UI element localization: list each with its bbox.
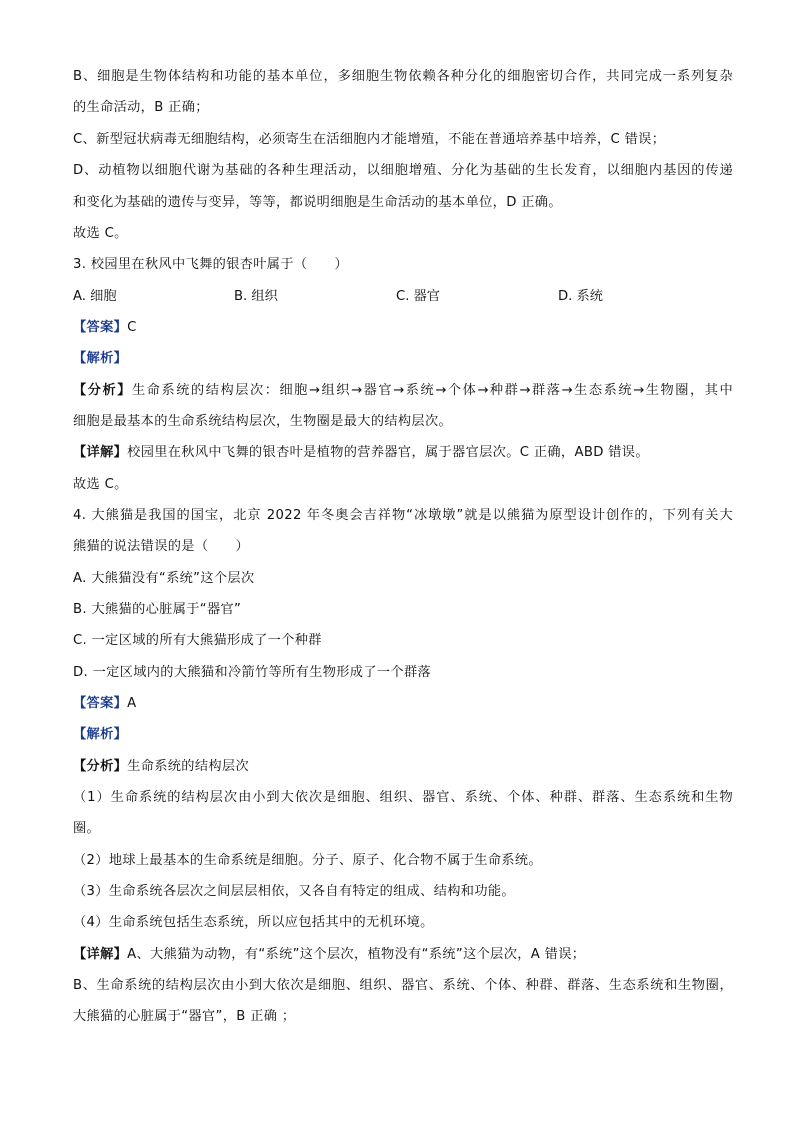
option-d: D. 一定区域内的大熊猫和冷箭竹等所有生物形成了一个群落 [73, 665, 432, 680]
text-line: C、新型冠状病毒无细胞结构，必须寄生在活细胞内才能增殖，不能在普通培养基中培养，C 错误； [73, 132, 666, 147]
option-b: B. 组织 [234, 289, 278, 304]
detail-label: 【详解】 [73, 445, 128, 460]
text-line: （4）生命系统包括生态系统，所以应包括其中的无机环境。 [73, 915, 434, 930]
detail-4: 【详解】A、大熊猫为动物，有“系统”这个层次，植物没有“系统”这个层次，A 错误； [73, 947, 586, 962]
text-line: 熊猫的说法错误的是（ ） [73, 539, 249, 554]
text-line: 圈。 [73, 821, 101, 836]
text-line: （2）地球上最基本的生命系统是细胞。分子、原子、化合物不属于生命系统。 [73, 853, 543, 868]
text-line: D、动植物以细胞代谢为基础的各种生理活动，以细胞增殖、分化为基础的生长发育，以细胞内基因的传递 [73, 163, 733, 178]
text-line: 细胞是最基本的生命系统结构层次，生物圈是最大的结构层次。 [73, 414, 453, 429]
text-line: （3）生命系统各层次之间层层相依，又各自有特定的组成、结构和功能。 [73, 884, 515, 899]
answer-label: 【答案】 [73, 320, 128, 335]
text-line: 和变化为基础的遗传与变异，等等，都说明细胞是生命活动的基本单位，D 正确。 [73, 195, 562, 210]
text-line: 故选 C。 [73, 477, 128, 492]
analysis-label: 【分析】 [73, 759, 128, 774]
text-line: B、生命系统的结构层次由小到大依次是细胞、组织、器官、系统、个体、种群、群落、生态系统和生物圈， [73, 978, 733, 993]
text-line: 的生命活动，B 正确； [73, 100, 209, 115]
answer-label: 【答案】 [73, 696, 128, 711]
detail-label: 【详解】 [73, 947, 128, 962]
answer-4 [73, 694, 733, 714]
option-c: C. 一定区域的所有大熊猫形成了一个种群 [73, 633, 322, 648]
analysis-3: 【分析】生命系统的结构层次：细胞→组织→器官→系统→个体→种群→群落→生态系统→生物圈，其中 [73, 383, 733, 398]
question-4: 4. 大熊猫是我国的国宝，北京 2022 年冬奥会吉祥物“冰墩墩”就是以熊猫为原型设计创作的，下列有关大 [73, 508, 733, 523]
text-line: （1）生命系统的结构层次由小到大依次是细胞、组织、器官、系统、个体、种群、群落、生态系统和生物 [73, 790, 733, 805]
text-line: 故选 C。 [73, 226, 128, 241]
analysis-label: 【分析】 [73, 383, 132, 398]
option-b: B. 大熊猫的心脏属于“器官” [73, 602, 242, 617]
analysis-4: 【分析】生命系统的结构层次 [73, 759, 249, 774]
analysis-heading-3: 【解析】 [73, 351, 128, 366]
detail-3: 【详解】校园里在秋风中飞舞的银杏叶是植物的营养器官，属于器官层次。C 正确，ABD 错误。 [73, 445, 649, 460]
option-a: A. 大熊猫没有“系统”这个层次 [73, 571, 255, 586]
analysis-heading-4: 【解析】 [73, 727, 128, 742]
option-a: A. 细胞 [73, 289, 117, 304]
answer-value: C [127, 320, 137, 335]
text-line: B、细胞是生物体结构和功能的基本单位，多细胞生物依赖各种分化的细胞密切合作，共同完成一系列复杂 [73, 69, 733, 84]
text-line: 大熊猫的心脏属于“器官”，B 正确 ； [73, 1009, 296, 1024]
option-c: C. 器官 [396, 289, 440, 304]
answer-value: A [127, 696, 137, 711]
question-3: 3. 校园里在秋风中飞舞的银杏叶属于（ ） [73, 257, 349, 272]
option-d: D. 系统 [558, 289, 603, 304]
answer-3 [73, 318, 733, 338]
